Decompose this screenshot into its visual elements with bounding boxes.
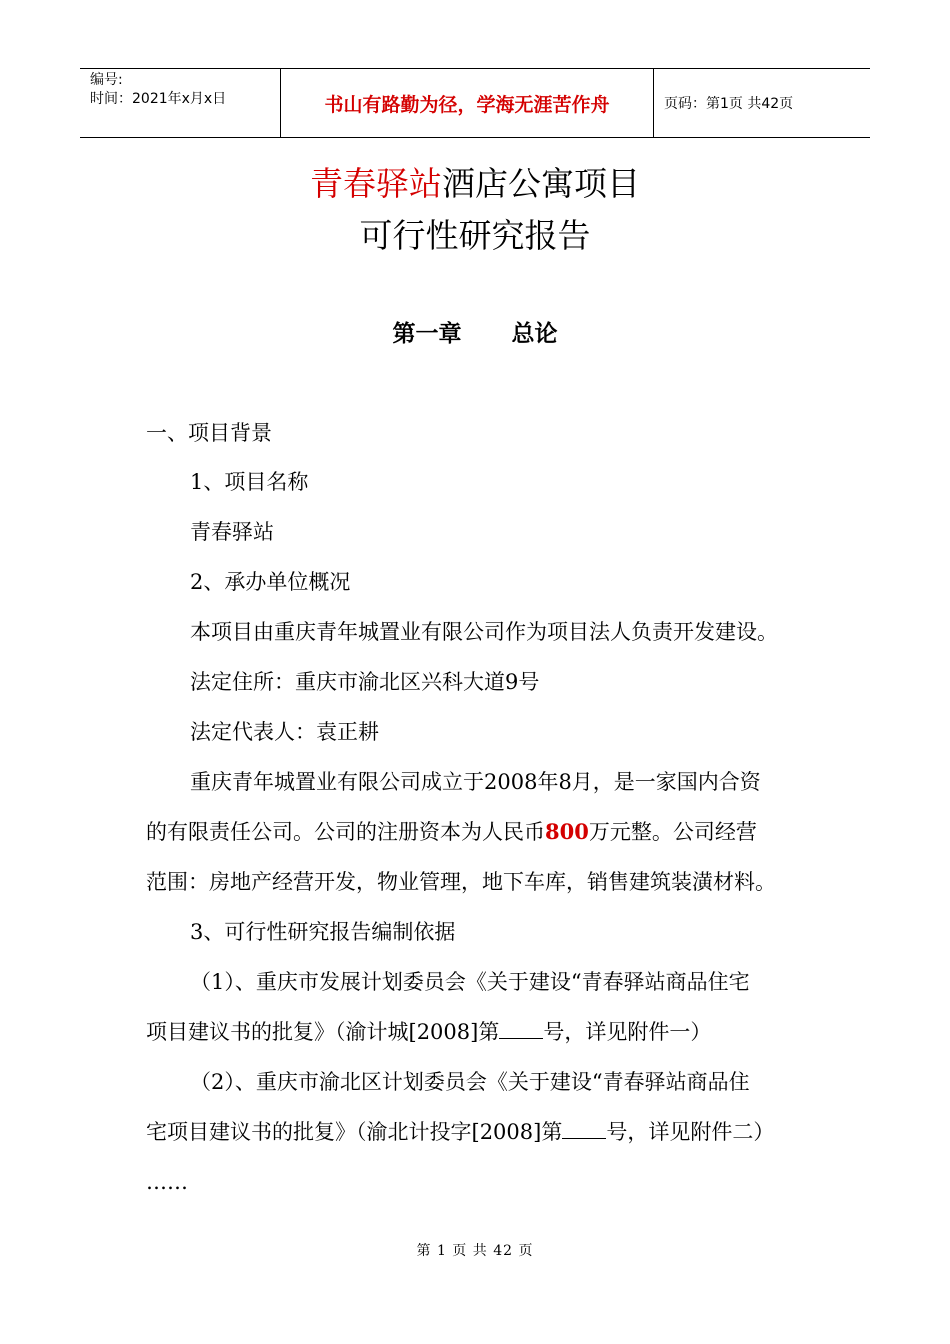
subheading-project-name: 1、项目名称 xyxy=(190,470,309,494)
project-name-value: 青春驿站 xyxy=(190,520,274,544)
header-motto xyxy=(281,69,654,137)
fill-in-blank xyxy=(499,1020,543,1039)
title-line1-rest: 酒店公寓项目 xyxy=(442,164,640,203)
document-number-label: 编号: xyxy=(90,72,123,88)
chapter-heading xyxy=(0,316,950,352)
reference1-line2 xyxy=(146,1016,711,1048)
chapter-name: 总论 xyxy=(511,321,558,347)
document-title-line2: 可行性研究报告 xyxy=(359,216,591,255)
paragraph-legal-rep: 法定代表人：袁正耕 xyxy=(190,720,379,744)
reference2-text-a: 宅项目建议书的批复》（渝北计投字[2008]第 xyxy=(146,1120,563,1144)
fill-in-blank xyxy=(562,1120,606,1139)
reference1-line1: （1）、重庆市发展计划委员会《关于建设“青春驿站商品住宅 xyxy=(190,970,750,994)
header-page-info: 页码：第1页 共42页 xyxy=(664,96,794,112)
reference2-line2 xyxy=(146,1116,774,1148)
reference2-text-b: 号，详见附件二） xyxy=(606,1120,775,1144)
reference2-line1: （2）、重庆市渝北区计划委员会《关于建设“青春驿站商品住 xyxy=(190,1070,750,1094)
document-time-label: 时间：2021年x月x日 xyxy=(90,91,227,107)
paragraph-company-line1: 重庆青年城置业有限公司成立于2008年8月，是一家国内合资 xyxy=(190,770,761,794)
reference1-text-a: 项目建议书的批复》（渝计城[2008]第 xyxy=(146,1020,500,1044)
section-heading: 一、项目背景 xyxy=(146,421,272,445)
company-line2-text-b: 万元整。公司经营 xyxy=(588,820,757,844)
header-meta xyxy=(80,69,281,137)
subheading-organizer: 2、承办单位概况 xyxy=(190,570,351,594)
company-line2-text-a: 的有限责任公司。公司的注册资本为人民币 xyxy=(146,820,545,844)
document-title-line1 xyxy=(0,164,950,204)
document-header xyxy=(80,68,870,138)
paragraph-company-line2 xyxy=(146,816,757,848)
chapter-number: 第一章 xyxy=(392,321,462,347)
page-footer: 第 1 页 共 42 页 xyxy=(416,1243,534,1259)
registered-capital-value: 800 xyxy=(545,819,589,844)
project-name-highlight: 青春驿站 xyxy=(310,164,442,203)
reference1-text-b: 号，详见附件一） xyxy=(543,1020,712,1044)
paragraph-developer: 本项目由重庆青年城置业有限公司作为项目法人负责开发建设。 xyxy=(190,620,778,644)
motto-text: 书山有路勤为径，学海无涯苦作舟 xyxy=(324,93,610,116)
paragraph-company-line3: 范围：房地产经营开发，物业管理，地下车库，销售建筑装潢材料。 xyxy=(146,870,776,894)
ellipsis: …… xyxy=(146,1170,188,1194)
paragraph-address: 法定住所：重庆市渝北区兴科大道9号 xyxy=(190,670,540,694)
subheading-basis: 3、可行性研究报告编制依据 xyxy=(190,920,456,944)
